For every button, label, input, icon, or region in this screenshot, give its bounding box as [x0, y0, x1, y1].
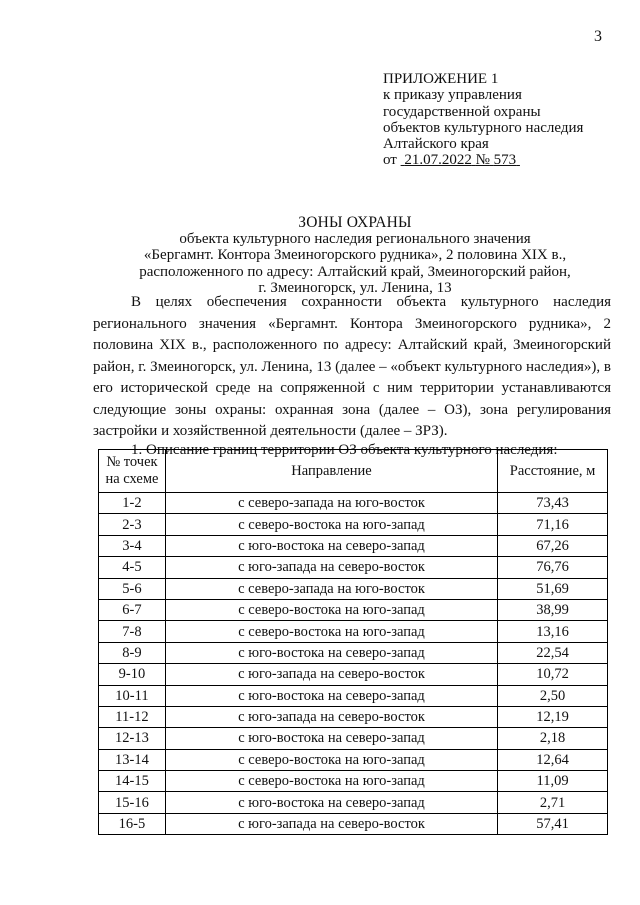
appendix-header: [383, 71, 583, 169]
table-row: [99, 706, 608, 727]
table-row: [99, 771, 608, 792]
document-title: ЗОНЫ ОХРАНЫ: [298, 214, 412, 231]
cell-direction: с северо-запада на юго-восток: [165, 578, 497, 599]
table-row: [99, 578, 608, 599]
cell-distance: 13,16: [498, 621, 608, 642]
table-row: [99, 749, 608, 770]
cell-points: 12-13: [99, 728, 166, 749]
cell-distance: 10,72: [498, 664, 608, 685]
cell-direction: с юго-востока на северо-запад: [165, 535, 497, 556]
table-row: [99, 792, 608, 813]
cell-direction: с северо-востока на юго-запад: [165, 771, 497, 792]
table-row: [99, 535, 608, 556]
cell-direction: с северо-востока на юго-запад: [165, 599, 497, 620]
appendix-line: объектов культурного наследия: [383, 119, 584, 136]
cell-points: 11-12: [99, 706, 166, 727]
page-number: 3: [594, 28, 602, 45]
cell-points: 9-10: [99, 664, 166, 685]
cell-direction: с юго-востока на северо-запад: [165, 792, 497, 813]
cell-points: 6-7: [99, 599, 166, 620]
table-row: [99, 642, 608, 663]
appendix-title: ПРИЛОЖЕНИЕ 1: [383, 71, 499, 87]
cell-distance: 12,64: [498, 749, 608, 770]
cell-distance: 2,18: [498, 728, 608, 749]
date-prefix: от: [383, 152, 397, 169]
table-row: [99, 685, 608, 706]
cell-points: 14-15: [99, 771, 166, 792]
appendix-line: Алтайского края: [383, 136, 489, 153]
cell-direction: с северо-запада на юго-восток: [165, 493, 497, 514]
cell-distance: 38,99: [498, 599, 608, 620]
cell-direction: с юго-запада на северо-восток: [165, 706, 497, 727]
appendix-date-line: [383, 152, 583, 168]
cell-points: 2-3: [99, 514, 166, 535]
cell-points: 10-11: [99, 685, 166, 706]
document-title-block: [100, 215, 610, 296]
cell-direction: с северо-востока на юго-запад: [165, 514, 497, 535]
intro-paragraph: В целях обеспечения сохранности объекта культурного наследия регионального значения «Бергамнт. Контора Змеиногорского рудника», 2 половина XIX в., расположенного по адресу: Алтайский край, Змеиногорский район, г. Змеиногорск, ул. Ленина, 13 (далее – «объект культурного наследия»), в его исторической среде на сопряженной с ним территории устанавливаются следующие зоны охраны: охранная зона (далее – ОЗ), зона регулирования застройки и хозяйственной деятельности (далее – ЗРЗ).: [93, 294, 611, 439]
table-header-row: [99, 450, 608, 493]
cell-points: 1-2: [99, 493, 166, 514]
number-sign: №: [475, 152, 490, 169]
cell-distance: 57,41: [498, 813, 608, 834]
table-row: [99, 728, 608, 749]
cell-distance: 2,50: [498, 685, 608, 706]
cell-points: 15-16: [99, 792, 166, 813]
cell-points: 3-4: [99, 535, 166, 556]
table-row: [99, 813, 608, 834]
column-header-distance: Расстояние, м: [498, 450, 608, 493]
cell-points: 16-5: [99, 813, 166, 834]
cell-distance: 71,16: [498, 514, 608, 535]
cell-points: 4-5: [99, 557, 166, 578]
table-row: [99, 664, 608, 685]
cell-points: 5-6: [99, 578, 166, 599]
order-number: 573: [493, 152, 517, 169]
appendix-line: к приказу управления: [383, 87, 522, 104]
cell-distance: 2,71: [498, 792, 608, 813]
cell-points: 8-9: [99, 642, 166, 663]
cell-direction: с юго-востока на северо-запад: [165, 728, 497, 749]
boundary-table: [98, 449, 608, 835]
column-header-points: № точек на схеме: [99, 450, 166, 493]
table-row: [99, 493, 608, 514]
title-line: расположенного по адресу: Алтайский край, Змеиногорский район,: [139, 263, 571, 280]
table-row: [99, 514, 608, 535]
cell-direction: с юго-востока на северо-запад: [165, 642, 497, 663]
section-heading: 1. Описание границ территории ОЗ объекта культурного наследия:: [131, 442, 558, 458]
cell-direction: с северо-востока на юго-запад: [165, 749, 497, 770]
cell-direction: с юго-запада на северо-восток: [165, 664, 497, 685]
cell-distance: 51,69: [498, 578, 608, 599]
cell-distance: 67,26: [498, 535, 608, 556]
cell-distance: 73,43: [498, 493, 608, 514]
title-line: «Бергамнт. Контора Змеиногорского рудника», 2 половина XIX в.,: [143, 247, 567, 264]
cell-distance: 22,54: [498, 642, 608, 663]
order-date: 21.07.2022 № 573: [404, 152, 517, 169]
table-row: [99, 557, 608, 578]
cell-direction: с северо-востока на юго-запад: [165, 621, 497, 642]
appendix-line: государственной охраны: [383, 103, 541, 120]
cell-points: 7-8: [99, 621, 166, 642]
cell-distance: 11,09: [498, 771, 608, 792]
cell-distance: 12,19: [498, 706, 608, 727]
table-row: [99, 599, 608, 620]
cell-points: 13-14: [99, 749, 166, 770]
cell-direction: с юго-востока на северо-запад: [165, 685, 497, 706]
cell-direction: с юго-запада на северо-восток: [165, 813, 497, 834]
cell-distance: 76,76: [498, 557, 608, 578]
column-header-direction: Направление: [165, 450, 497, 493]
title-line: объекта культурного наследия регионального значения: [179, 231, 531, 248]
title-line: г. Змеиногорск, ул. Ленина, 13: [258, 279, 452, 296]
table-row: [99, 621, 608, 642]
cell-direction: с юго-запада на северо-восток: [165, 557, 497, 578]
